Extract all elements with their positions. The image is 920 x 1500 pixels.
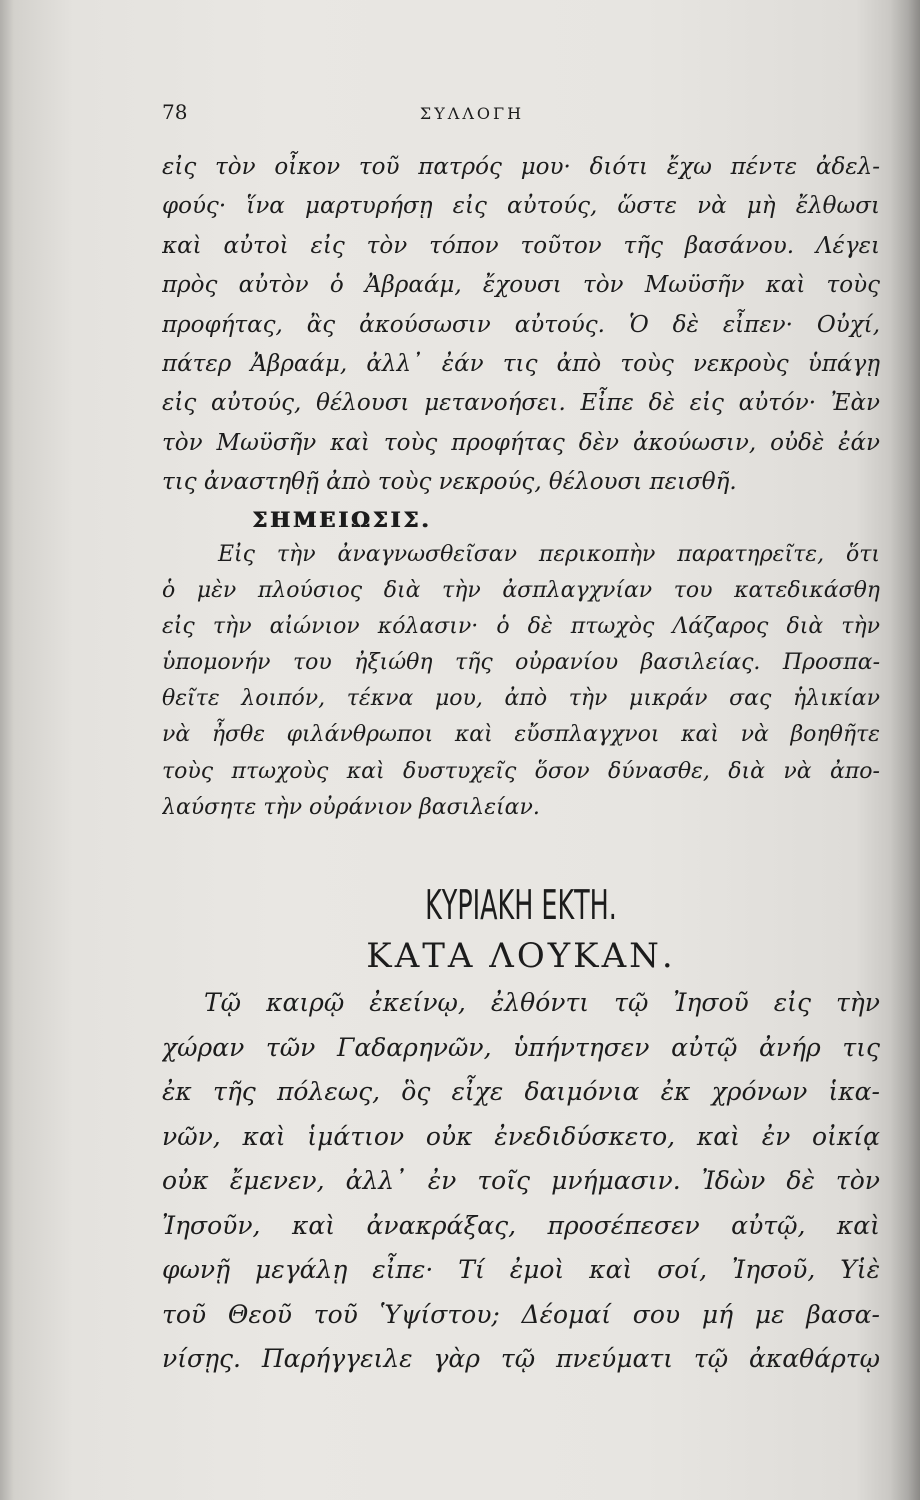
text-line: πρὸς αὐτὸν ὁ Ἀβραάμ, ἔχουσι τὸν Μωϋσῆν καὶ τοὺς bbox=[162, 272, 880, 299]
text-line: λαύσητε τὴν οὐράνιον βασιλείαν. bbox=[162, 794, 540, 820]
gospel-paragraph bbox=[162, 981, 880, 1382]
text-line: οὐκ ἔμενεν, ἀλλ᾽ ἐν τοῖς μνήμασιν. Ἰδὼν δὲ τὸν bbox=[162, 1166, 880, 1196]
text-line: ὑπομονήν του ἠξιώθη τῆς οὐρανίου βασιλείας. Προσπα- bbox=[162, 650, 880, 676]
page-body bbox=[162, 148, 880, 1382]
page-edge-shadow bbox=[0, 0, 14, 1500]
gutter-shadow bbox=[890, 0, 920, 1500]
text-line: πάτερ Ἀβραάμ, ἀλλ᾽ ἐάν τις ἀπὸ τοὺς νεκροὺς ὑπάγῃ bbox=[162, 350, 880, 377]
text-line: προφήτας, ἂς ἀκούσωσιν αὐτούς. Ὁ δὲ εἶπεν· Οὐχί, bbox=[162, 311, 880, 338]
text-line: εἰς αὐτούς, θέλουσι μετανοήσει. Εἶπε δὲ εἰς αὐτόν· Ἐὰν bbox=[162, 390, 880, 417]
text-line: τις ἀναστηθῇ ἀπὸ τοὺς νεκρούς, θέλουσι πεισθῆ. bbox=[162, 469, 737, 496]
text-line: εἰς τὸν οἶκον τοῦ πατρός μου· διότι ἔχω πέντε ἀδελ- bbox=[162, 154, 880, 180]
text-line: Εἰς τὴν ἀναγνωσθεῖσαν περικοπὴν παρατηρεῖτε, ὅτι bbox=[218, 541, 880, 567]
text-line: νίσῃς. Παρήγγειλε γὰρ τῷ πνεύματι τῷ ἀκαθάρτῳ bbox=[162, 1344, 880, 1374]
notes-heading: ΣΗΜΕΙΩΣΙΣ. bbox=[252, 506, 432, 532]
page-number: 78 bbox=[162, 100, 188, 124]
text-line: τὸν Μωϋσῆν καὶ τοὺς προφήτας δὲν ἀκούωσιν, οὐδὲ ἐάν bbox=[162, 429, 880, 456]
running-title: ΣΥΛΛΟΓΗ bbox=[419, 104, 525, 123]
text-line: τοῦ Θεοῦ τοῦ Ὑψίστου; Δέομαί σου μή με βασα- bbox=[162, 1299, 880, 1329]
text-line: καὶ αὐτοὶ εἰς τὸν τόπον τοῦτον τῆς βασάνου. Λέγει bbox=[162, 232, 880, 259]
text-line: Ἰησοῦν, καὶ ἀνακράξας, προσέπεσεν αὐτῷ, καὶ bbox=[162, 1210, 880, 1240]
notes-paragraph bbox=[162, 537, 880, 827]
text-line: εἰς τὴν αἰώνιον κόλασιν· ὁ δὲ πτωχὸς Λάζαρος διὰ τὴν bbox=[162, 613, 880, 639]
text-line: ὁ μὲν πλούσιος διὰ τὴν ἀσπλαγχνίαν του κατεδικάσθη bbox=[162, 577, 880, 603]
section-title: ΚΥΡΙΑΚΗ ΕΚΤΗ. bbox=[425, 881, 617, 930]
text-line: φωνῇ μεγάλῃ εἶπε· Τί ἐμοὶ καὶ σοί, Ἰησοῦ, Υἱὲ bbox=[162, 1255, 880, 1285]
text-line: νὰ ἦσθε φιλάνθρωποι καὶ εὔσπλαγχνοι καὶ νὰ βοηθῆτε bbox=[162, 722, 880, 748]
text-line: τοὺς πτωχοὺς καὶ δυστυχεῖς ὅσον δύνασθε, διὰ νὰ ἀπο- bbox=[162, 758, 880, 784]
text-line: φούς· ἵνα μαρτυρήσῃ εἰς αὐτούς, ὥστε νὰ μὴ ἔλθωσι bbox=[162, 193, 880, 220]
text-line: ἐκ τῆς πόλεως, ὃς εἶχε δαιμόνια ἐκ χρόνων ἱκα- bbox=[162, 1077, 880, 1107]
text-line: χώραν τῶν Γαδαρηνῶν, ὑπήντησεν αὐτῷ ἀνήρ τις bbox=[162, 1032, 880, 1062]
section-subtitle: ΚΑΤΑ ΛΟΥΚΑΝ. bbox=[366, 936, 676, 977]
text-line: Τῷ καιρῷ ἐκείνῳ, ἐλθόντι τῷ Ἰησοῦ εἰς τὴν bbox=[204, 988, 880, 1018]
paragraph-1 bbox=[162, 148, 880, 503]
text-line: θεῖτε λοιπόν, τέκνα μου, ἀπὸ τὴν μικράν σας ἡλικίαν bbox=[162, 686, 880, 712]
text-line: νῶν, καὶ ἱμάτιον οὐκ ἐνεδιδύσκετο, καὶ ἐν οἰκίᾳ bbox=[162, 1121, 880, 1151]
page-header bbox=[162, 100, 782, 136]
